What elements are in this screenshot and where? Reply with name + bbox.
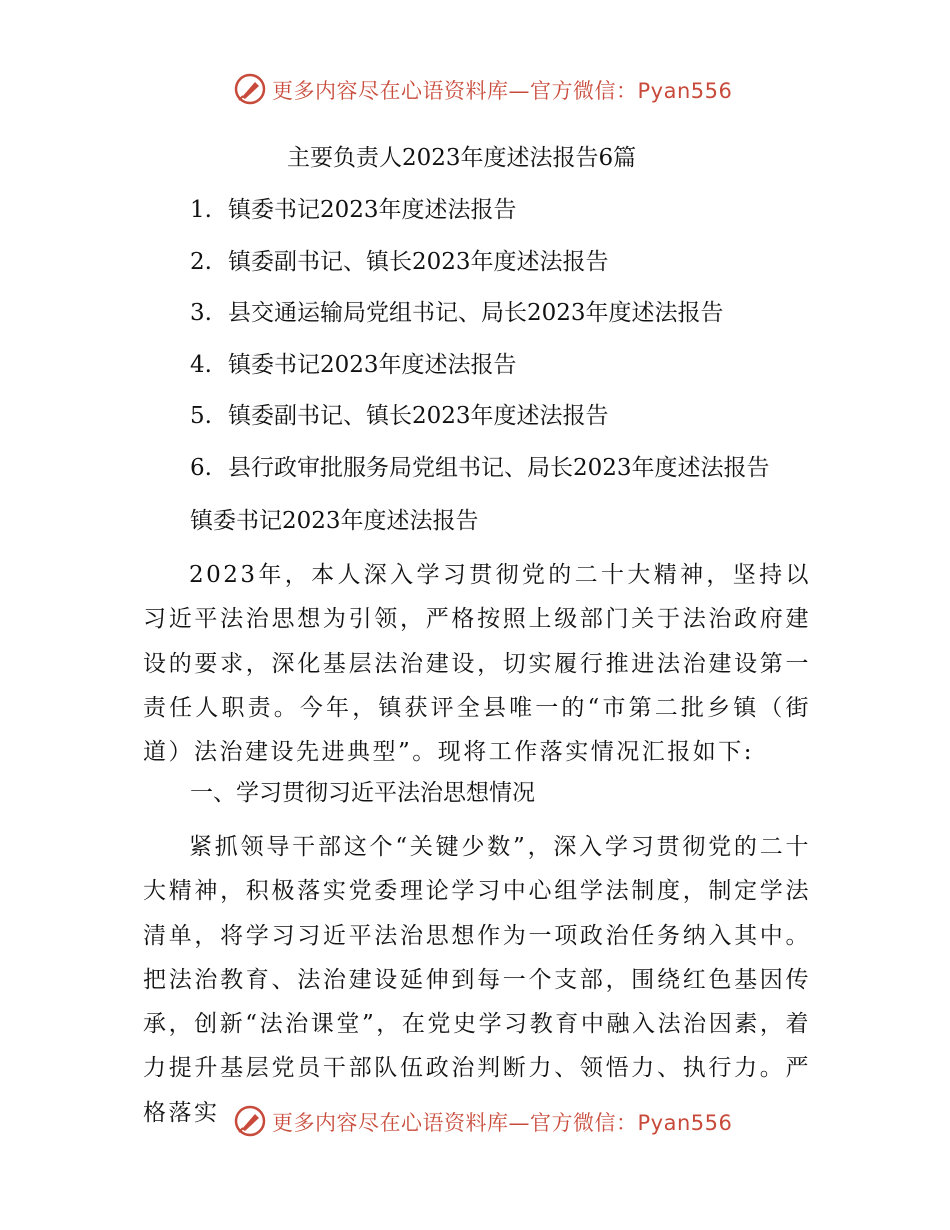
toc-item: 6. 县行政审批服务局党组书记、局长2023年度述法报告 <box>190 455 770 481</box>
watermark-text: 更多内容尽在心语资料库—官方微信：Pyan556 <box>272 79 733 103</box>
pen-nib-logo-icon <box>233 1104 267 1138</box>
watermark-header <box>0 70 950 110</box>
toc-item: 4. 镇委书记2023年度述法报告 <box>190 352 517 378</box>
pen-nib-logo-icon <box>233 72 267 106</box>
document-title: 主要负责人2023年度述法报告6篇 <box>287 145 637 171</box>
toc-item: 1. 镇委书记2023年度述法报告 <box>190 197 517 223</box>
toc-item: 5. 镇委副书记、镇长2023年度述法报告 <box>190 403 609 429</box>
section-heading: 一、学习贯彻习近平法治思想情况 <box>190 780 535 806</box>
toc-item: 2. 镇委副书记、镇长2023年度述法报告 <box>190 249 609 275</box>
watermark-text: 更多内容尽在心语资料库—官方微信：Pyan556 <box>272 1111 733 1135</box>
section-title: 镇委书记2023年度述法报告 <box>190 508 479 534</box>
watermark-footer <box>0 1102 950 1142</box>
body-paragraph: 紧抓领导干部这个“关键少数”，深入学习贯彻党的二十大精神，积极落实党委理论学习中心组学法制度，制定学法清单，将学习习近平法治思想作为一项政治任务纳入其中。把法治教育、法治建设延伸到每一个支部，围绕红色基因传承，创新“法治课堂”，在党史学习教育中融入法治因素，着力提升基层党员干部队伍政治判断力、领悟力、执行力。严格落实 <box>143 834 811 1126</box>
body-paragraph: 2023年，本人深入学习贯彻党的二十大精神，坚持以习近平法治思想为引领，严格按照上级部门关于法治政府建设的要求，深化基层法治建设，切实履行推进法治建设第一责任人职责。今年，镇获评全县唯一的“市第二批乡镇（街道）法治建设先进典型”。现将工作落实情况汇报如下: <box>143 562 811 766</box>
toc-item: 3. 县交通运输局党组书记、局长2023年度述法报告 <box>190 300 724 326</box>
